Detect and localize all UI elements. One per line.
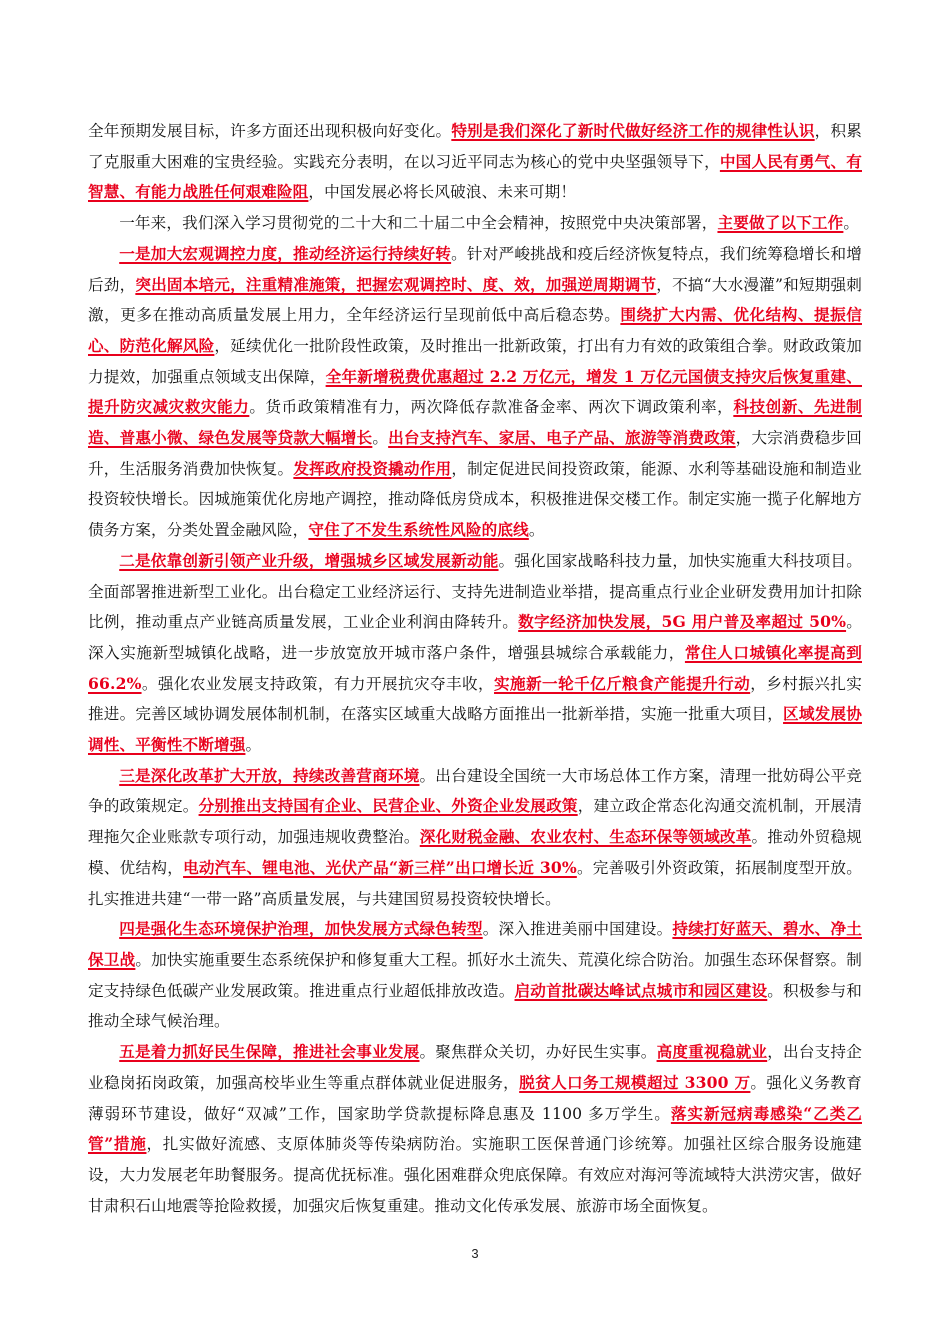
highlighted-phrase: 数字经济加快发展，5G 用户普及率超过 50% bbox=[518, 612, 847, 632]
text-run: ，乡村振兴扎实推进。完善区域协调发展体制机制，在落实区域重大战略方面推出一批新举措，实施一批重大项目， bbox=[88, 674, 862, 724]
paragraph-p4 bbox=[88, 761, 862, 915]
highlighted-phrase: 落实新冠病毒感染“乙类乙管”措施 bbox=[88, 1103, 862, 1154]
text-run: 。聚焦群众关切，办好民生实事。 bbox=[419, 1043, 657, 1062]
text-run: 。深入实施新型城镇化战略，进一步放宽放开城市落户条件，增强县城综合承载能力， bbox=[88, 613, 862, 662]
text-run: 。推动外贸稳规模、优结构， bbox=[88, 828, 862, 877]
highlighted-phrase: 全年新增税费优惠超过 2.2 万亿元，增发 1 万亿元国债支持灾后恢复重建、提升防灾减灾救灾能力 bbox=[88, 366, 862, 417]
paragraph-p6 bbox=[88, 1037, 862, 1221]
highlighted-phrase: 中国人民有勇气、有智慧、有能力战胜任何艰难险阻 bbox=[88, 151, 862, 202]
highlighted-phrase: 守住了不发生系统性风险的底线 bbox=[308, 520, 529, 540]
highlighted-phrase: 出台支持汽车、家居、电子产品、旅游等消费政策 bbox=[388, 428, 736, 448]
highlighted-phrase: 主要做了以下工作 bbox=[717, 213, 844, 233]
text-run: 。加快实施重要生态系统保护和修复重大工程。抓好水土流失、荒漠化综合防治。加强生态环保督察。制定支持绿色低碳产业发展政策。推进重点行业超低排放改造。 bbox=[88, 950, 862, 1000]
highlighted-phrase: 持续打好蓝天、碧水、净土保卫战 bbox=[88, 919, 862, 969]
text-run: ，中国发展必将长风破浪、未来可期！ bbox=[308, 183, 577, 202]
highlighted-phrase: 启动首批碳达峰试点城市和园区建设 bbox=[514, 980, 768, 1000]
paragraph-p1 bbox=[88, 208, 862, 239]
text-run: ，建立政企常态化沟通交流机制，开展清理拖欠企业账款专项行动，加强违规收费整治。 bbox=[88, 797, 862, 847]
highlighted-phrase: 科技创新、先进制造、普惠小微、绿色发展等贷款大幅增长 bbox=[88, 397, 862, 448]
highlighted-phrase: 特别是我们深化了新时代做好经济工作的规律性认识 bbox=[451, 121, 815, 140]
highlighted-phrase: 四是强化生态环境保护治理，加快发展方式绿色转型 bbox=[119, 919, 483, 939]
text-run: 。 bbox=[843, 214, 860, 233]
text-run: ，不搞“大水漫灌”和短期强刺激，更多在推动高质量发展上用力，全年经济运行呈现前低中高后稳态势。 bbox=[88, 275, 863, 325]
text-run: ，延续优化一批阶段性政策，及时推出一批新政策，打出有力有效的政策组合拳。财政政策加力提效，加强重点领域支出保障， bbox=[88, 336, 862, 386]
text-run: ，积累了克服重大困难的宝贵经验。实践充分表明，在以习近平同志为核心的党中央坚强领导下， bbox=[88, 122, 862, 171]
text-run: 。 bbox=[372, 429, 389, 448]
paragraph-p0 bbox=[88, 116, 862, 208]
highlighted-phrase: 脱贫人口务工规模超过 3300 万 bbox=[519, 1072, 751, 1092]
highlighted-phrase: 一是加大宏观调控力度，推动经济运行持续好转 bbox=[119, 243, 452, 263]
text-run: 。强化义务教育薄弱环节建设，做好“双减”工作，国家助学贷款提标降息惠及 1100 多万学生。 bbox=[88, 1073, 862, 1123]
text-run: 。深入推进美丽中国建设。 bbox=[482, 920, 673, 939]
paragraph-p2 bbox=[88, 239, 862, 546]
text-run: 。积极参与和推动全球气候治理。 bbox=[88, 981, 862, 1031]
text-run: ，扎实做好流感、支原体肺炎等传染病防治。实施职工医保普通门诊统筹。加强社区综合服务设施建设，大力发展老年助餐服务。提高优抚标准。强化困难群众兜底保障。有效应对海河等流域特大洪涝灾害，做好甘肃积石山地震等抢险救援，加强灾后恢复重建。推动文化传承发展、旅游市场全面恢复。 bbox=[88, 1135, 862, 1215]
text-run: 。 bbox=[528, 521, 545, 540]
highlighted-phrase: 五是着力抓好民生保障，推进社会事业发展 bbox=[119, 1042, 420, 1062]
text-run: 。出台建设全国统一大市场总体工作方案，清理一批妨碍公平竞争的政策规定。 bbox=[88, 766, 862, 816]
paragraph-p5 bbox=[88, 914, 862, 1037]
text-run: 。强化农业发展支持政策，有力开展抗灾夺丰收， bbox=[141, 674, 495, 693]
highlighted-phrase: 分别推出支持国有企业、民营企业、外资企业发展政策 bbox=[198, 796, 578, 816]
text-run: 。 bbox=[245, 736, 262, 755]
highlighted-phrase: 围绕扩大内需、优化结构、提振信心、防范化解风险 bbox=[88, 305, 862, 355]
page-number: 3 bbox=[471, 1246, 479, 1261]
text-run: 全年预期发展目标，许多方面还出现积极向好变化。 bbox=[88, 122, 452, 140]
highlighted-phrase: 电动汽车、锂电池、光伏产品“新三样”出口增长近 30% bbox=[183, 857, 577, 877]
highlighted-phrase: 区域发展协调性、平衡性不断增强 bbox=[88, 704, 862, 755]
text-run: ，大宗消费稳步回升，生活服务消费加快恢复。 bbox=[88, 429, 862, 478]
text-run: 一年来，我们深入学习贯彻党的二十大和二十届二中全会精神，按照党中央决策部署， bbox=[119, 214, 718, 233]
text-run: ，制定促进民间投资政策，能源、水利等基础设施和制造业投资较快增长。因城施策优化房地产调控，推动降低房贷成本，积极推进保交楼工作。制定实施一揽子化解地方债务方案，分类处置金融风险， bbox=[88, 459, 862, 540]
paragraph-p3 bbox=[88, 546, 862, 761]
highlighted-phrase: 常住人口城镇化率提高到 66.2% bbox=[88, 642, 862, 693]
highlighted-phrase: 深化财税金融、农业农村、生态环保等领域改革 bbox=[419, 827, 752, 847]
text-run: 。强化国家战略科技力量，加快实施重大科技项目。全面部署推进新型工业化。出台稳定工业经济运行、支持先进制造业举措，提高重点行业企业研发费用加计扣除比例，推动重点产业链高质量发展，工业企业利润由降转升。 bbox=[88, 551, 862, 632]
highlighted-phrase: 实施新一轮千亿斤粮食产能提升行动 bbox=[494, 673, 751, 693]
text-run: ，出台支持企业稳岗拓岗政策，加强高校毕业生等重点群体就业促进服务， bbox=[88, 1043, 862, 1092]
highlighted-phrase: 三是深化改革扩大开放，持续改善营商环境 bbox=[119, 765, 420, 785]
highlighted-phrase: 高度重视稳就业 bbox=[656, 1042, 768, 1062]
highlighted-phrase: 二是依靠创新引领产业升级，增强城乡区域发展新动能 bbox=[119, 550, 499, 570]
text-run: 。完善吸引外资政策，拓展制度型开放。扎实推进共建“一带一路”高质量发展，与共建国贸易投资较快增长。 bbox=[88, 858, 863, 908]
highlighted-phrase: 突出固本培元，注重精准施策，把握宏观调控时、度、效，加强逆周期调节 bbox=[135, 274, 657, 294]
document-body bbox=[88, 116, 862, 1221]
text-run: 。针对严峻挑战和疫后经济恢复特点，我们统筹稳增长和增后劲， bbox=[88, 244, 862, 294]
text-run: 。货币政策精准有力，两次降低存款准备金率、两次下调政策利率， bbox=[249, 398, 734, 417]
highlighted-phrase: 发挥政府投资撬动作用 bbox=[293, 458, 452, 478]
